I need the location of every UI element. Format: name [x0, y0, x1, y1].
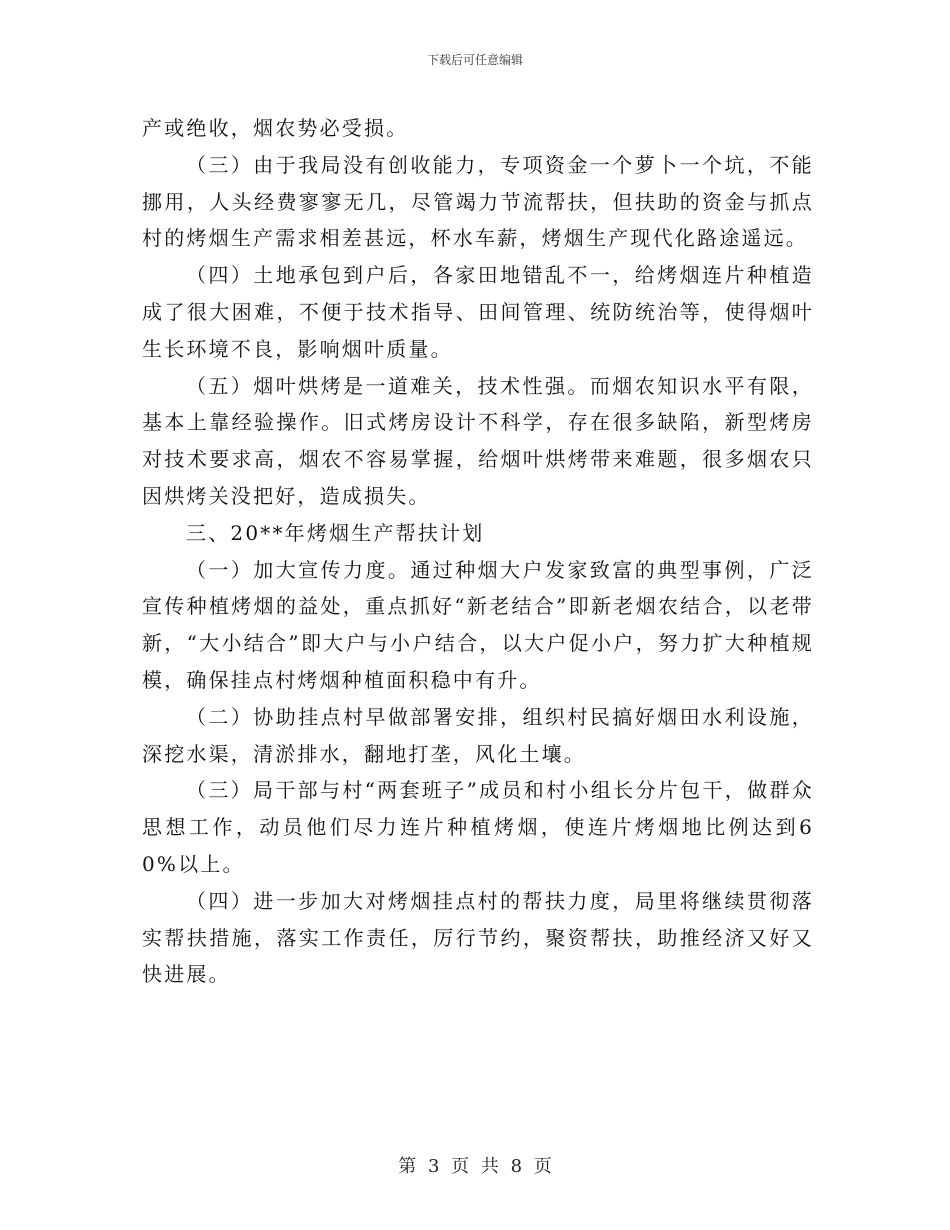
- paragraph-continuation: 产或绝收，烟农势必受损。: [142, 116, 409, 140]
- plan-item-1: （一）加大宣传力度。通过种烟大户发家致富的典型事例，广泛宣传种植烤烟的益处，重点抓好“新老结合”即新老烟农结合，以老带新，“大小结合”即大户与小户结合，以大户促小户，努力扩大种植规模，确保挂点村烤烟种植面积稳中有升。: [142, 557, 814, 692]
- plan-item-4: （四）进一步加大对烤烟挂点村的帮扶力度，局里将继续贯彻落实帮扶措施，落实工作责任，厉行节约，聚资帮扶，助推经济又好又快进展。: [142, 888, 814, 987]
- section-heading: 三、20**年烤烟生产帮扶计划: [186, 520, 485, 545]
- paragraph-item-5: （五）烟叶烘烤是一道难关，技术性强。而烟农知识水平有限，基本上靠经验操作。旧式烤房设计不科学，存在很多缺陷，新型烤房对技术要求高，烟农不容易掌握，给烟叶烘烤带来难题，很多烟农只因烘烤关没把好，造成损失。: [142, 373, 814, 508]
- page-number-footer: 第 3 页 共 8 页: [398, 1156, 552, 1177]
- paragraph-item-3: （三）由于我局没有创收能力，专项资金一个萝卜一个坑，不能挪用，人头经费寥寥无几，尽管竭力节流帮扶，但扶助的资金与抓点村的烤烟生产需求相差甚远，杯水车薪，烤烟生产现代化路途遥远。: [142, 152, 814, 251]
- plan-item-2: （二）协助挂点村早做部署安排，组织村民搞好烟田水利设施，深挖水渠，清淤排水，翻地打垄，风化土壤。: [142, 704, 814, 766]
- paragraph-item-4: （四）土地承包到户后，各家田地错乱不一，给烤烟连片种植造成了很大困难，不便于技术指导、田间管理、统防统治等，使得烟叶生长环境不良，影响烟叶质量。: [142, 263, 814, 361]
- plan-item-3: （三）局干部与村“两套班子”成员和村小组长分片包干，做群众思想工作，动员他们尽力连片种植烤烟，使连片烤烟地比例达到60%以上。: [142, 778, 814, 876]
- document-body: [142, 110, 814, 993]
- page-header: 下载后可任意编辑: [426, 53, 523, 67]
